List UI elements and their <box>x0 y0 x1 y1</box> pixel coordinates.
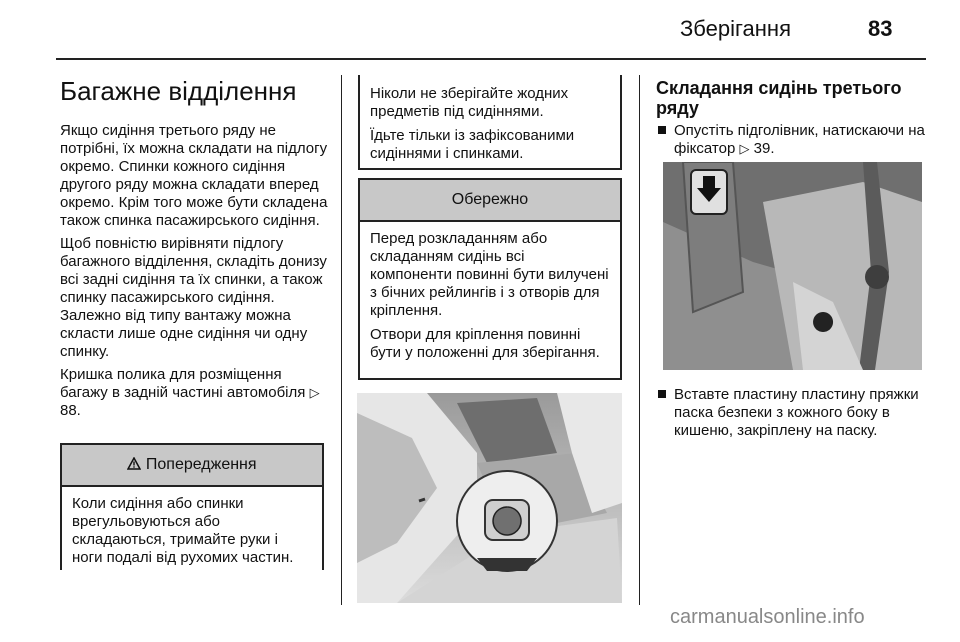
paragraph: Якщо сидіння третього ряду не потрібні, їх можна складати на підлогу окремо. Спинки кожного сидіння другого ряду можна складати вперед окремо. Крім того може бути складена також спинка пасажирського сидіння. <box>60 122 328 229</box>
paragraph: Кришка полика для розміщення багажу в задній частині автомобіля ▷ 88. <box>60 366 320 419</box>
cargo-area-illustration <box>357 393 622 603</box>
note-box <box>358 75 622 170</box>
page-reference-link[interactable]: 88. <box>60 402 81 419</box>
column-divider-1 <box>341 75 342 605</box>
caution-box <box>358 178 622 380</box>
page-reference-link[interactable]: 39. <box>753 140 775 157</box>
warning-text: Коли сидіння або спинки врегульовуються або складаються, тримайте руки і ноги подалі від рухомих частин. <box>72 495 294 566</box>
headrest-seat-illustration <box>663 162 922 370</box>
caution-box-header: Обережно <box>360 180 620 222</box>
page-reference-arrow-icon: ▷ <box>739 141 750 156</box>
header-rule <box>56 58 926 60</box>
section-heading: Багажне відділення <box>60 76 297 106</box>
note-paragraph: Їдьте тільки із зафіксованими сидіннями і спинками. <box>370 127 575 162</box>
left-column-text <box>60 122 328 425</box>
list-item: Опустіть підголівник, натискаючи на фіксатор ▷ 39. <box>656 122 928 158</box>
caution-paragraph: Отвори для кріплення повинні бути у положенні для зберігання. <box>370 326 600 361</box>
note-paragraph: Ніколи не зберігайте жодних предметів під сидіннями. <box>370 85 569 120</box>
watermark: carmanualsonline.info <box>670 606 865 628</box>
warning-triangle-icon <box>127 456 145 473</box>
warning-title: Попередження <box>145 456 257 473</box>
bullet-square-icon <box>658 126 666 134</box>
column-divider-2 <box>639 75 640 605</box>
running-header-title: Зберігання <box>680 16 791 41</box>
right-bullets-2 <box>656 386 928 458</box>
warning-box-header <box>62 445 322 487</box>
bullet-square-icon <box>658 390 666 398</box>
warning-box <box>60 443 324 570</box>
paragraph: Щоб повністю вирівняти підлогу багажного відділення, складіть донизу всі задні сидіння та їх спинки, а також спинку пасажирського сидіння. Залежно від типу вантажу можна скласти лише одне сидіння чи одну спинку. <box>60 235 327 360</box>
subsection-heading: Складання сидінь третього ряду <box>656 78 902 118</box>
list-item: Вставте пластину пластину пряжки паска безпеки з кожного боку в кишеню, закріплену на паску. <box>656 386 928 440</box>
page-number: 83 <box>868 16 893 41</box>
page-reference-arrow-icon: ▷ <box>309 385 320 400</box>
caution-paragraph: Перед розкладанням або складанням сидінь всі компоненти повинні бути вилучені з бічних рейлингів і з отворів для кріплення. <box>370 230 609 319</box>
